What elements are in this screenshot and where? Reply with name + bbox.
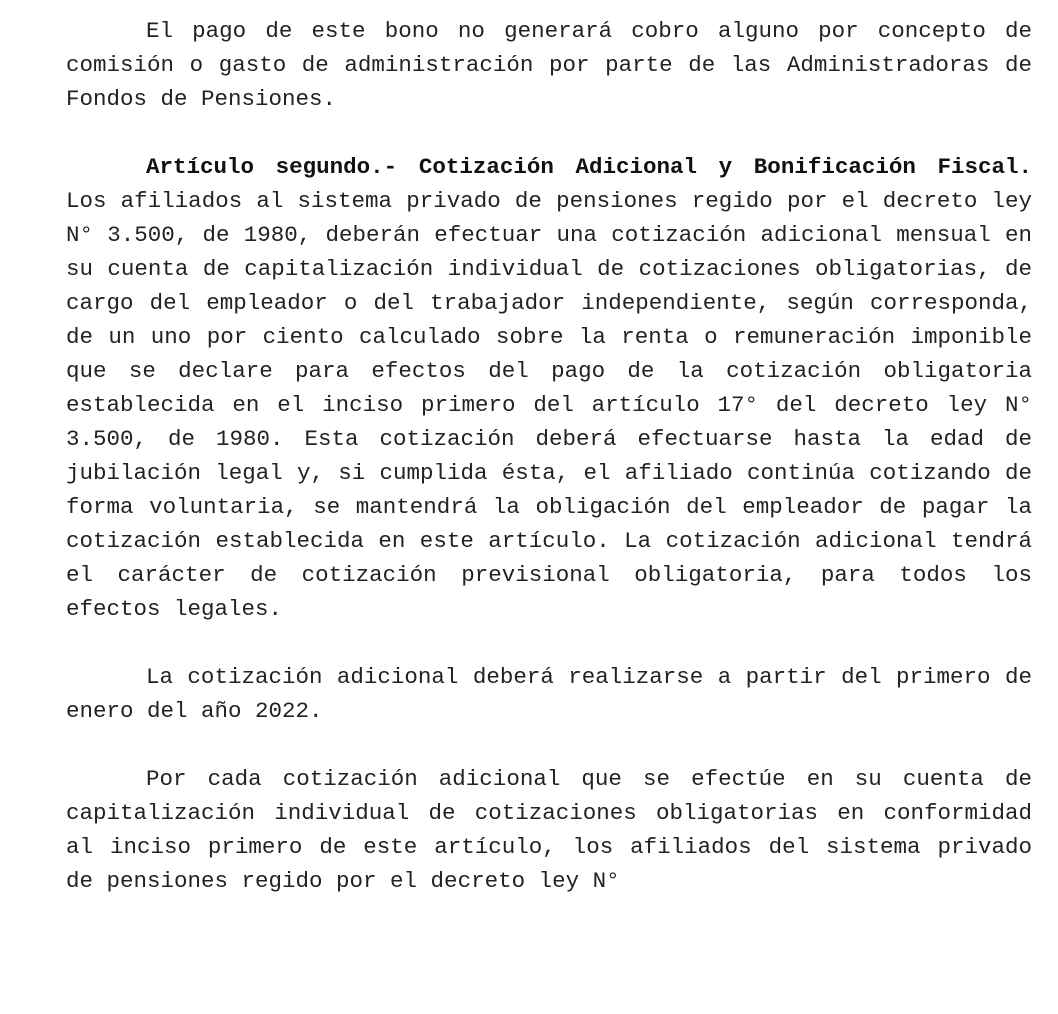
paragraph-text: El pago de este bono no generará cobro alguno por concepto de comisión o gasto de administración por parte de las Administradoras de Fondos de Pensiones. — [66, 18, 1032, 112]
paragraph-articulo-segundo — [66, 150, 1032, 626]
document-page — [66, 14, 1032, 898]
paragraph-start-date — [66, 660, 1032, 728]
paragraph-cotizacion-adicional — [66, 762, 1032, 898]
paragraph-text: Los afiliados al sistema privado de pensiones regido por el decreto ley N° 3.500, de 1980, deberán efectuar una cotización adicional mensual en su cuenta de capitalización individual de cotizaciones obligatorias, de cargo del empleador o del trabajador independiente, según corresponda, de un uno por ciento calculado sobre la renta o remuneración imponible que se declare para efectos del pago de la cotización obligatoria establecida en el inciso primero del artículo 17° del decreto ley N° 3.500, de 1980. Esta cotización deberá efectuarse hasta la edad de jubilación legal y, si cumplida ésta, el afiliado continúa cotizando de forma voluntaria, se mantendrá la obligación del empleador de pagar la cotización establecida en este artículo. La cotización adicional tendrá el carácter de cotización previsional obligatoria, para todos los efectos legales. — [66, 188, 1032, 622]
paragraph-text: La cotización adicional deberá realizarse a partir del primero de enero del año 2022. — [66, 664, 1032, 724]
article-heading: Artículo segundo.- Cotización Adicional y Bonificación Fiscal. — [146, 154, 1032, 180]
paragraph-bono-payment — [66, 14, 1032, 116]
paragraph-text: Por cada cotización adicional que se efectúe en su cuenta de capitalización individual de cotizaciones obligatorias en conformidad al inciso primero de este artículo, los afiliados del sistema privado de pensiones regido por el decreto ley N° — [66, 766, 1032, 894]
